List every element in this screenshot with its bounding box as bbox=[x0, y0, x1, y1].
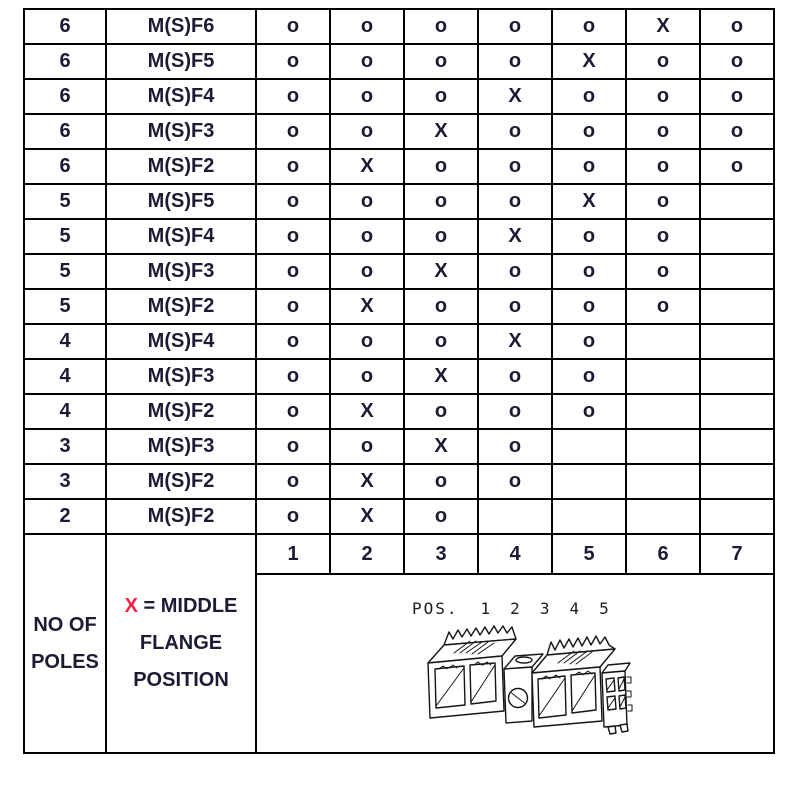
pos-label: 4 bbox=[569, 599, 582, 618]
pole-count-cell: 5 bbox=[24, 184, 106, 219]
empty-cell bbox=[626, 499, 700, 534]
flange-code-cell: M(S)F4 bbox=[106, 79, 256, 114]
position-open-cell: o bbox=[330, 79, 404, 114]
table-row bbox=[24, 429, 774, 464]
flange-code-cell: M(S)F4 bbox=[106, 219, 256, 254]
position-open-cell: o bbox=[552, 324, 626, 359]
diagram-cell bbox=[256, 574, 774, 753]
position-open-cell: o bbox=[330, 254, 404, 289]
empty-cell bbox=[700, 219, 774, 254]
middle-flange-mark-cell: X bbox=[626, 9, 700, 44]
position-open-cell: o bbox=[256, 324, 330, 359]
empty-cell bbox=[626, 464, 700, 499]
middle-flange-mark-cell: X bbox=[552, 44, 626, 79]
pole-count-cell: 5 bbox=[24, 254, 106, 289]
empty-cell bbox=[552, 464, 626, 499]
table-row bbox=[24, 359, 774, 394]
position-open-cell: o bbox=[552, 254, 626, 289]
position-open-cell: o bbox=[552, 149, 626, 184]
position-open-cell: o bbox=[256, 289, 330, 324]
flange-code-cell: M(S)F6 bbox=[106, 9, 256, 44]
pole-count-cell: 5 bbox=[24, 289, 106, 324]
legend-cell bbox=[106, 534, 256, 753]
flange-code-cell: M(S)F5 bbox=[106, 44, 256, 79]
position-open-cell: o bbox=[404, 289, 478, 324]
position-number: 4 bbox=[478, 534, 552, 574]
position-open-cell: o bbox=[330, 114, 404, 149]
position-open-cell: o bbox=[404, 9, 478, 44]
flange-code-cell: M(S)F2 bbox=[106, 499, 256, 534]
position-open-cell: o bbox=[626, 79, 700, 114]
position-open-cell: o bbox=[256, 184, 330, 219]
empty-cell bbox=[700, 464, 774, 499]
position-open-cell: o bbox=[330, 359, 404, 394]
middle-flange-mark-cell: X bbox=[404, 359, 478, 394]
position-open-cell: o bbox=[256, 254, 330, 289]
position-open-cell: o bbox=[404, 44, 478, 79]
table-row bbox=[24, 499, 774, 534]
table-row bbox=[24, 44, 774, 79]
pos-label: 2 bbox=[510, 599, 522, 618]
position-open-cell: o bbox=[552, 394, 626, 429]
position-open-cell: o bbox=[330, 429, 404, 464]
pole-count-cell: 3 bbox=[24, 464, 106, 499]
empty-cell bbox=[700, 429, 774, 464]
position-open-cell: o bbox=[478, 359, 552, 394]
position-open-cell: o bbox=[700, 149, 774, 184]
flange-code-cell: M(S)F3 bbox=[106, 429, 256, 464]
empty-cell bbox=[626, 394, 700, 429]
position-open-cell: o bbox=[478, 44, 552, 79]
position-open-cell: o bbox=[330, 9, 404, 44]
table-row bbox=[24, 254, 774, 289]
pos-label: 5 bbox=[599, 599, 611, 618]
flange-code-cell: M(S)F3 bbox=[106, 359, 256, 394]
position-number-row bbox=[24, 534, 774, 574]
position-open-cell: o bbox=[478, 289, 552, 324]
pole-count-cell: 6 bbox=[24, 79, 106, 114]
position-open-cell: o bbox=[404, 79, 478, 114]
position-open-cell: o bbox=[330, 184, 404, 219]
pole-count-cell: 6 bbox=[24, 114, 106, 149]
table-row bbox=[24, 219, 774, 254]
position-open-cell: o bbox=[478, 429, 552, 464]
table-row bbox=[24, 114, 774, 149]
pos-caption-line bbox=[412, 599, 611, 618]
pos-label: 3 bbox=[539, 599, 552, 618]
table-footer bbox=[24, 534, 774, 753]
position-open-cell: o bbox=[626, 44, 700, 79]
position-open-cell: o bbox=[330, 44, 404, 79]
legend-line1 bbox=[107, 588, 255, 625]
position-open-cell: o bbox=[552, 219, 626, 254]
middle-flange-mark-cell: X bbox=[330, 289, 404, 324]
position-open-cell: o bbox=[256, 499, 330, 534]
flange-code-cell: M(S)F2 bbox=[106, 464, 256, 499]
position-open-cell: o bbox=[330, 219, 404, 254]
position-open-cell: o bbox=[700, 44, 774, 79]
position-open-cell: o bbox=[404, 219, 478, 254]
pole-count-cell: 4 bbox=[24, 324, 106, 359]
flange-position-table bbox=[23, 8, 775, 754]
position-open-cell: o bbox=[626, 114, 700, 149]
pole-count-cell: 6 bbox=[24, 149, 106, 184]
pole-count-cell: 3 bbox=[24, 429, 106, 464]
middle-flange-mark-cell: X bbox=[404, 429, 478, 464]
empty-cell bbox=[626, 324, 700, 359]
empty-cell bbox=[552, 429, 626, 464]
middle-flange-mark-cell: X bbox=[478, 324, 552, 359]
position-open-cell: o bbox=[552, 9, 626, 44]
middle-flange-mark-cell: X bbox=[404, 114, 478, 149]
flange-code-cell: M(S)F4 bbox=[106, 324, 256, 359]
empty-cell bbox=[700, 324, 774, 359]
middle-flange-mark-cell: X bbox=[330, 499, 404, 534]
pole-count-cell: 4 bbox=[24, 394, 106, 429]
middle-flange-mark-cell: X bbox=[478, 219, 552, 254]
table-row bbox=[24, 394, 774, 429]
empty-cell bbox=[700, 359, 774, 394]
empty-cell bbox=[478, 499, 552, 534]
position-open-cell: o bbox=[478, 394, 552, 429]
position-open-cell: o bbox=[626, 289, 700, 324]
position-open-cell: o bbox=[478, 149, 552, 184]
position-open-cell: o bbox=[700, 79, 774, 114]
position-open-cell: o bbox=[256, 79, 330, 114]
empty-cell bbox=[700, 499, 774, 534]
position-open-cell: o bbox=[404, 394, 478, 429]
position-open-cell: o bbox=[626, 219, 700, 254]
poles-header-line1: NO OF bbox=[33, 613, 97, 636]
empty-cell bbox=[626, 359, 700, 394]
position-open-cell: o bbox=[552, 114, 626, 149]
table-row bbox=[24, 79, 774, 114]
middle-flange-mark-cell: X bbox=[330, 464, 404, 499]
position-open-cell: o bbox=[626, 184, 700, 219]
position-open-cell: o bbox=[256, 149, 330, 184]
position-open-cell: o bbox=[330, 324, 404, 359]
middle-flange-mark-cell: X bbox=[330, 394, 404, 429]
table-row bbox=[24, 289, 774, 324]
position-open-cell: o bbox=[700, 114, 774, 149]
pos-label: 1 bbox=[480, 599, 493, 618]
position-open-cell: o bbox=[404, 149, 478, 184]
poles-header-line2: POLES bbox=[31, 650, 99, 673]
position-number: 7 bbox=[700, 534, 774, 574]
empty-cell bbox=[626, 429, 700, 464]
position-open-cell: o bbox=[256, 429, 330, 464]
middle-flange-mark-cell: X bbox=[330, 149, 404, 184]
pole-count-cell: 6 bbox=[24, 9, 106, 44]
position-open-cell: o bbox=[552, 79, 626, 114]
position-open-cell: o bbox=[700, 9, 774, 44]
pole-count-cell: 2 bbox=[24, 499, 106, 534]
table-row bbox=[24, 324, 774, 359]
position-open-cell: o bbox=[478, 464, 552, 499]
position-open-cell: o bbox=[256, 219, 330, 254]
position-open-cell: o bbox=[404, 324, 478, 359]
legend-line3: POSITION bbox=[133, 669, 229, 691]
position-open-cell: o bbox=[404, 184, 478, 219]
flange-code-cell: M(S)F2 bbox=[106, 289, 256, 324]
position-open-cell: o bbox=[552, 359, 626, 394]
middle-flange-mark-cell: X bbox=[404, 254, 478, 289]
pole-count-cell: 4 bbox=[24, 359, 106, 394]
position-open-cell: o bbox=[256, 9, 330, 44]
position-number: 5 bbox=[552, 534, 626, 574]
flange-code-cell: M(S)F5 bbox=[106, 184, 256, 219]
flange-code-cell: M(S)F3 bbox=[106, 254, 256, 289]
pole-count-cell: 5 bbox=[24, 219, 106, 254]
table-row bbox=[24, 464, 774, 499]
position-open-cell: o bbox=[626, 254, 700, 289]
flange-code-cell: M(S)F2 bbox=[106, 394, 256, 429]
no-of-poles-header bbox=[24, 534, 106, 753]
empty-cell bbox=[552, 499, 626, 534]
position-open-cell: o bbox=[404, 499, 478, 534]
position-open-cell: o bbox=[256, 44, 330, 79]
matrix-body bbox=[24, 9, 774, 534]
position-open-cell: o bbox=[626, 149, 700, 184]
position-number: 2 bbox=[330, 534, 404, 574]
position-open-cell: o bbox=[478, 9, 552, 44]
legend-x-symbol: X bbox=[124, 595, 138, 617]
empty-cell bbox=[700, 184, 774, 219]
position-open-cell: o bbox=[256, 464, 330, 499]
legend-line2: FLANGE bbox=[139, 632, 223, 654]
middle-flange-mark-cell: X bbox=[552, 184, 626, 219]
middle-flange-mark-cell: X bbox=[478, 79, 552, 114]
position-open-cell: o bbox=[404, 464, 478, 499]
position-open-cell: o bbox=[256, 359, 330, 394]
position-number: 3 bbox=[404, 534, 478, 574]
position-open-cell: o bbox=[478, 254, 552, 289]
flange-code-cell: M(S)F3 bbox=[106, 114, 256, 149]
legend-x-meaning: = MIDDLE bbox=[143, 595, 238, 617]
position-open-cell: o bbox=[478, 114, 552, 149]
table-row bbox=[24, 9, 774, 44]
flange-code-cell: M(S)F2 bbox=[106, 149, 256, 184]
table-row bbox=[24, 184, 774, 219]
position-number: 1 bbox=[256, 534, 330, 574]
pole-count-cell: 6 bbox=[24, 44, 106, 79]
empty-cell bbox=[700, 394, 774, 429]
pos-caption: POS. bbox=[412, 599, 459, 618]
table-row bbox=[24, 149, 774, 184]
empty-cell bbox=[700, 254, 774, 289]
position-open-cell: o bbox=[256, 394, 330, 429]
empty-cell bbox=[700, 289, 774, 324]
position-number: 6 bbox=[626, 534, 700, 574]
position-open-cell: o bbox=[256, 114, 330, 149]
position-open-cell: o bbox=[552, 289, 626, 324]
connector-isometric-drawing bbox=[420, 623, 642, 743]
position-open-cell: o bbox=[478, 184, 552, 219]
